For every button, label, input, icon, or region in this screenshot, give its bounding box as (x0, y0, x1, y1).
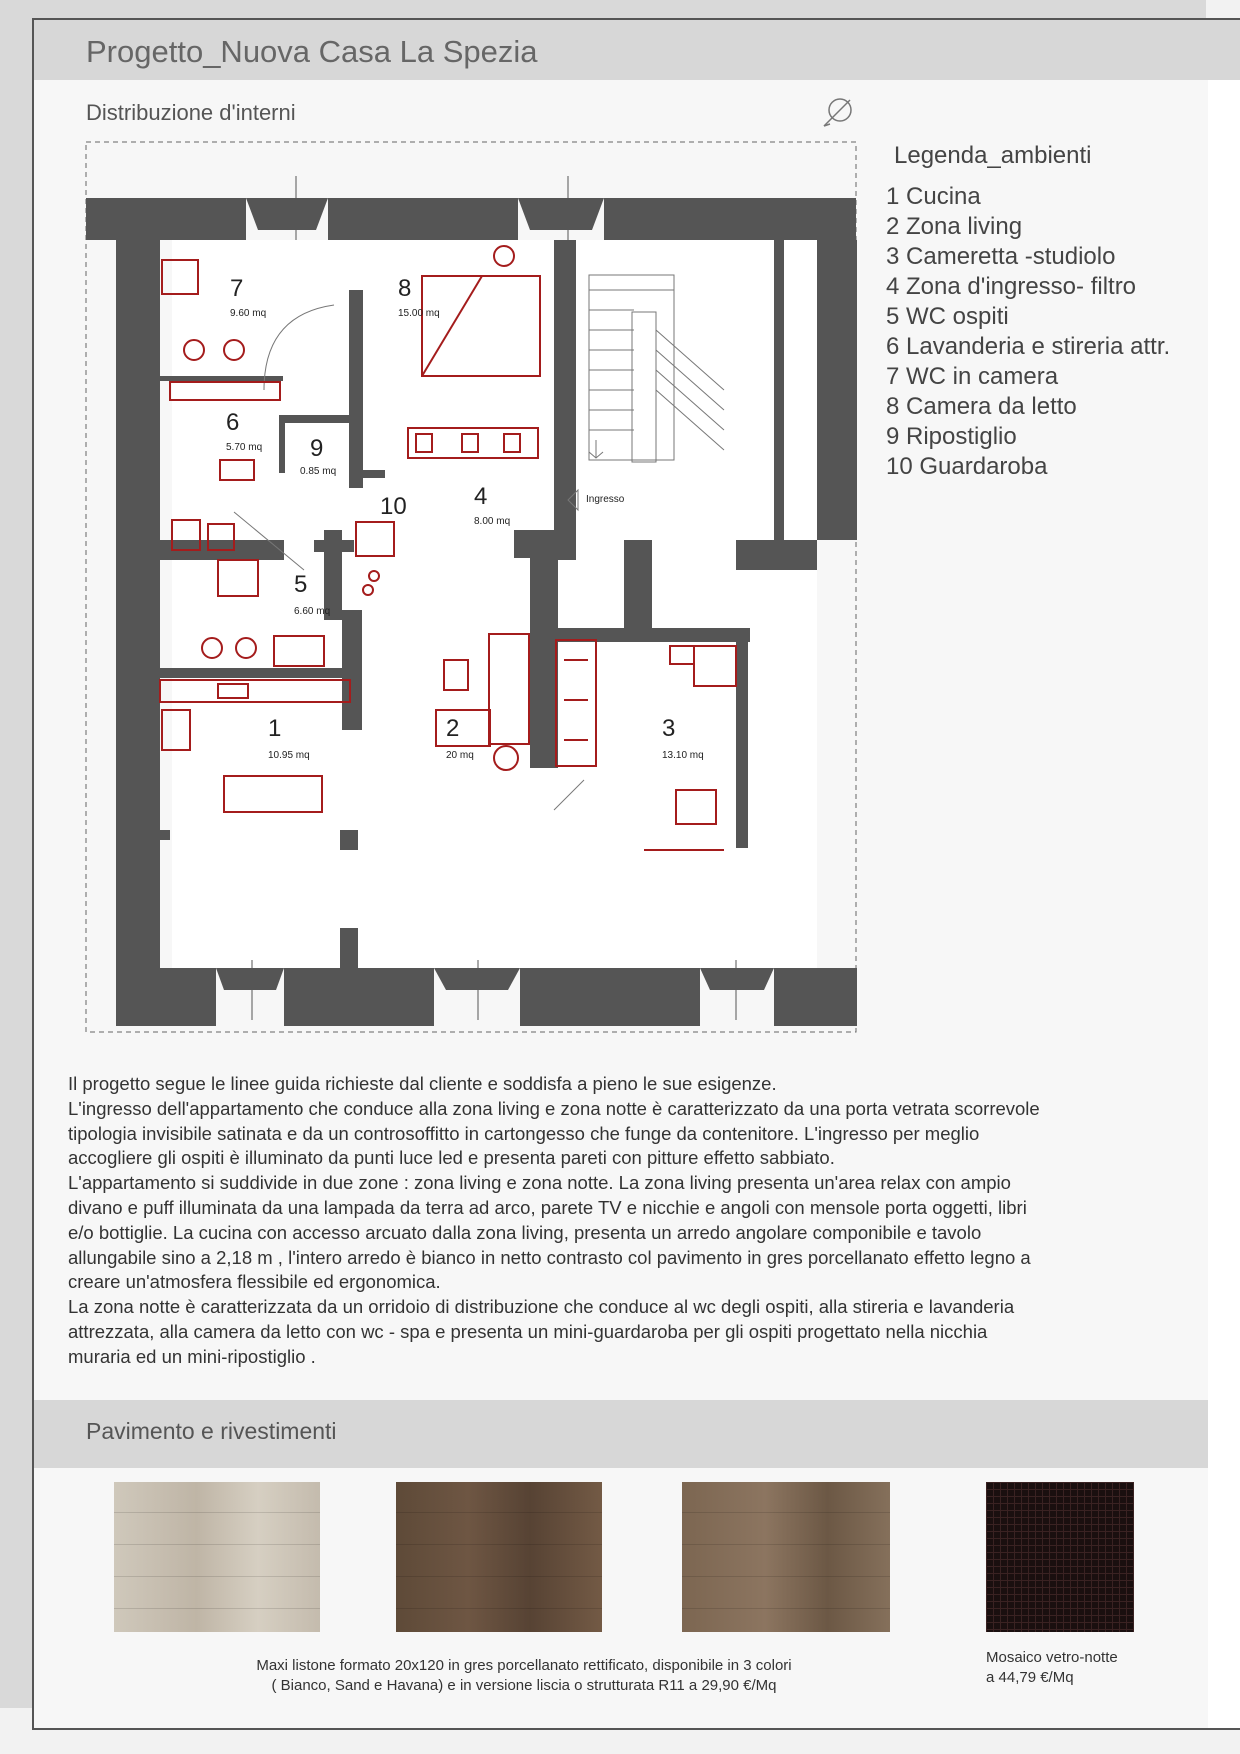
project-description (68, 1072, 1188, 1370)
room-number-1: 1 (268, 715, 282, 742)
room-area-8: 15.00 mq (398, 308, 440, 319)
legend-item: 7 WC in camera (886, 363, 1059, 390)
page-title: Progetto_Nuova Casa La Spezia (86, 34, 538, 69)
floor-plan (84, 140, 858, 1034)
description-line: accogliere gli ospiti è illuminato da punti luce led e presenta pareti con pitture effetto sabbiato. (68, 1147, 835, 1169)
room-area-7: 9.60 mq (230, 308, 267, 319)
description-line: muraria ed un mini-ripostiglio . (68, 1345, 316, 1367)
room-number-6: 6 (226, 409, 240, 436)
description-line: attrezzata, alla camera da letto con wc - spa e presenta un mini-guardaroba per gli ospiti progettato nella nicchia (68, 1320, 988, 1342)
room-number-2: 2 (446, 715, 460, 742)
description-line: Il progetto segue le linee guida richieste dal cliente e soddisfa a pieno le sue esigenze. (68, 1073, 777, 1094)
legend-item: 5 WC ospiti (886, 303, 1009, 330)
room-area-6: 5.70 mq (226, 442, 263, 453)
room-number-10: 10 (380, 493, 407, 520)
legend-item: 2 Zona living (886, 213, 1023, 240)
room-number-9: 9 (310, 435, 324, 462)
room-area-4: 8.00 mq (474, 516, 511, 527)
description-line: divano e puff illuminata da una lampada da terra ad arco, parete TV e nicchie e angoli con mensole porta oggetti, libri (68, 1196, 1027, 1218)
legend-item: 4 Zona d'ingresso- filtro (886, 273, 1137, 300)
description-line: L'ingresso dell'appartamento che conduce alla zona living e zona notte è caratterizzato da una porta vetrata scorrevole (68, 1097, 1040, 1119)
room-area-3: 13.10 mq (662, 750, 704, 761)
swatch-mosaic-notte (986, 1482, 1134, 1632)
mosaic-caption-line: a 44,79 €/Mq (986, 1669, 1074, 1686)
swatch-havana-planks (396, 1482, 602, 1632)
room-number-4: 4 (474, 483, 488, 510)
planks-caption-line: Maxi listone formato 20x120 in gres porcellanato rettificato, disponibile in 3 colori (256, 1657, 792, 1674)
mosaic-caption-line: Mosaico vetro-notte (986, 1649, 1118, 1666)
description-line: allungabile sino a 2,18 m , l'intero arredo è bianco in netto contrasto col pavimento in gres porcellanato effetto legno a (68, 1246, 1031, 1268)
room-area-5: 6.60 mq (294, 606, 331, 617)
title-band (34, 20, 1240, 80)
description-line: L'appartamento si suddivide in due zone : zona living e zona notte. La zona living presenta un'area relax con ampio (68, 1172, 1011, 1194)
swatch-bianco-planks (114, 1482, 320, 1632)
materials-title: Pavimento e rivestimenti (86, 1418, 337, 1444)
legend-list (886, 182, 1170, 482)
planks-caption (204, 1656, 844, 1696)
room-number-8: 8 (398, 275, 412, 302)
legend-item: 1 Cucina (886, 183, 981, 210)
legend-item: 8 Camera da letto (886, 393, 1077, 420)
legend-item: 3 Cameretta -studiolo (886, 243, 1116, 270)
room-area-1: 10.95 mq (268, 750, 310, 761)
description-line: e/o bottiglie. La cucina con accesso arcuato dalla zona living, presenta un arredo angolare componibile e tavolo (68, 1221, 982, 1243)
legend-item: 9 Ripostiglio (886, 423, 1017, 450)
room-area-2: 20 mq (446, 750, 474, 761)
entrance-label: Ingresso (586, 494, 625, 505)
room-number-5: 5 (294, 571, 308, 598)
north-arrow-icon (820, 94, 856, 130)
room-number-7: 7 (230, 275, 244, 302)
description-line: tipologia invisibile satinata e da un controsoffitto in cartongesso che funge da contenitore. L'ingresso per meglio (68, 1122, 980, 1144)
planks-caption-line: ( Bianco, Sand e Havana) e in versione liscia o strutturata R11 a 29,90 €/Mq (271, 1677, 777, 1694)
room-number-3: 3 (662, 715, 676, 742)
legend-item: 10 Guardaroba (886, 453, 1048, 480)
section-subtitle: Distribuzione d'interni (86, 100, 296, 125)
description-line: creare un'atmosfera flessibile ed ergonomica. (68, 1271, 441, 1293)
legend-title: Legenda_ambienti (894, 142, 1092, 169)
legend-item: 6 Lavanderia e stireria attr. (886, 333, 1171, 360)
description-line: La zona notte è caratterizzata da un orridoio di distribuzione che conduce al wc degli ospiti, alla stireria e lavanderia (68, 1296, 1015, 1318)
swatch-sand-planks (682, 1482, 890, 1632)
room-area-9: 0.85 mq (300, 466, 337, 477)
project-sheet (32, 18, 1240, 1730)
mosaic-caption (986, 1648, 1206, 1688)
